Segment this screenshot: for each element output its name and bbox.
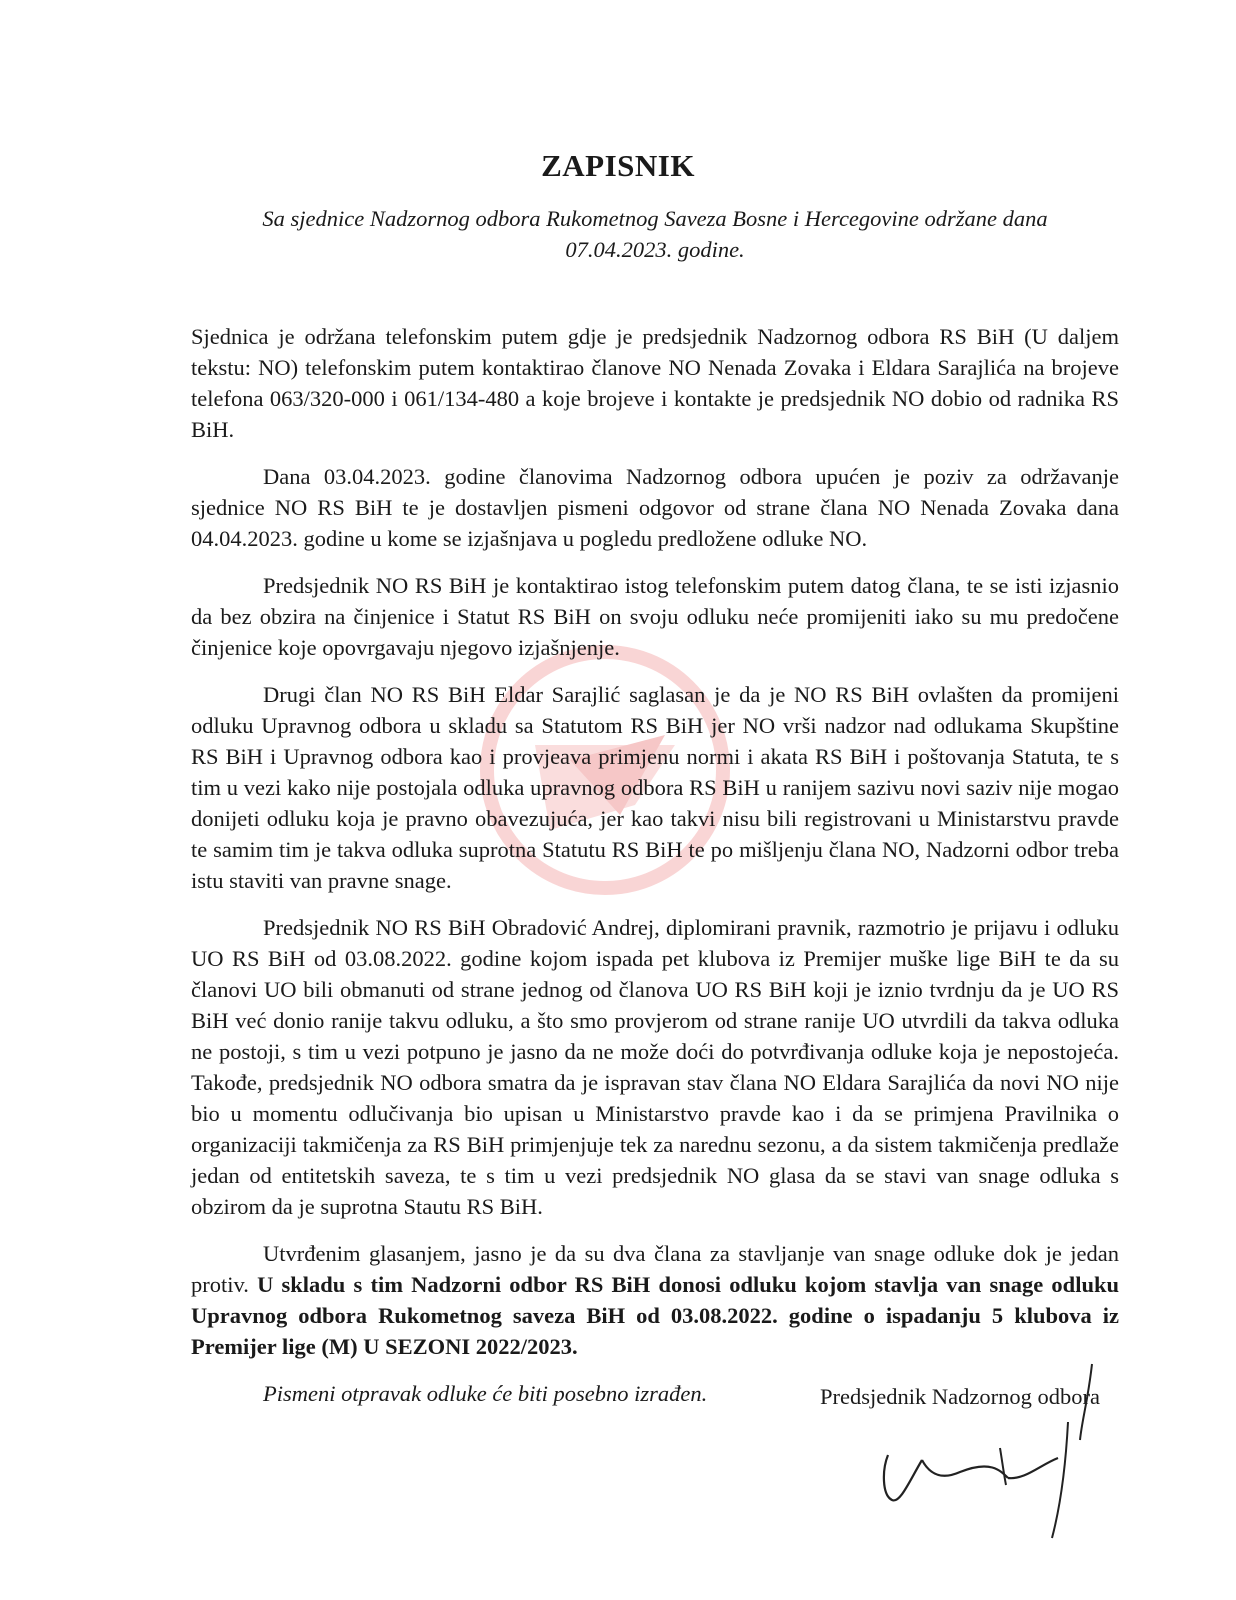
handwritten-signature <box>830 1360 1110 1560</box>
document-title: ZAPISNIK <box>541 148 695 183</box>
signature-role: Predsjednik Nadzornog odbora <box>820 1384 1100 1409</box>
paragraph-decision <box>191 1238 1119 1362</box>
decision-plain-text: Utvrđenim glasanjem, jasno je da su dva člana za stavljanje van snage odluke dok je jedan protiv. <box>191 1241 1119 1297</box>
paragraph-4: Drugi član NO RS BiH Eldar Sarajlić saglasan je da je NO RS BiH ovlašten da promijeni odluku Upravnog odbora u skladu sa Statutom RS BiH jer NO vrši nadzor nad odlukama Skupštine RS BiH i Upravnog odbora kao i provjeava primjenu normi i akata RS BiH i poštovanja Statuta, te s tim u vezi kako nije postojala odluka upravnog odbora RS BiH u ranijem sazivu novi saziv nije mogao donijeti odluku koja je pravno obavezujuća, jer kao takvi nisu bili registrovani u Ministarstvu pravde te samim tim je takva odluka suprotna Statutu RS BiH te po mišljenju člana NO, Nadzorni odbor treba istu staviti van pravne snage. <box>191 682 1119 893</box>
decision-bold-text: U skladu s tim Nadzorni odbor RS BiH donosi odluku kojom stavlja van snage odluku Upravnog odbora Rukometnog saveza BiH od 03.08.2022. godine o ispadanju 5 klubova iz Premijer lige (M) U SEZONI 2022/2023. <box>191 1272 1119 1359</box>
document-subtitle <box>200 203 1110 265</box>
closing-note: Pismeni otpravak odluke će biti posebno izrađen. <box>263 1381 708 1406</box>
document-body <box>191 321 1119 1425</box>
paragraph-3: Predsjednik NO RS BiH je kontaktirao istog telefonskim putem datog člana, te se isti izjasnio da bez obzira na činjenice i Statut RS BiH on svoju odluku neće promijeniti iako su mu predočene činjenice koje opovrgavaju njegovo izjašnjenje. <box>191 573 1119 660</box>
paragraph-5: Predsjednik NO RS BiH Obradović Andrej, diplomirani pravnik, razmotrio je prijavu i odluku UO RS BiH od 03.08.2022. godine kojom ispada pet klubova iz Premijer muške lige BiH te da su članovi UO bili obmanuti od strane jednog od članova UO RS BiH koji je iznio tvrdnju da je UO RS BiH već donio ranije takvu odluku, a što smo provjerom od strane ranije UO utvrdili da takva odluka ne postoji, s tim u vezi potpuno je jasno da ne može doći do potvrđivanja odluke koja je nepostojeća. Takođe, predsjednik NO odbora smatra da je ispravan stav člana NO Eldara Sarajlića da novi NO nije bio u momentu odlučivanja bio upisan u Ministarstvo pravde kao i da se primjena Pravilnika o organizaciji takmičenja za RS BiH primjenjuje tek za narednu sezonu, a da sistem takmičenja predlaže jedan od entitetskih saveza, te s tim u vezi predsjednik NO glasa da se stavi van snage odluka s obzirom da je suprotna Stautu RS BiH. <box>191 915 1119 1219</box>
subtitle-line-1: Sa sjednice Nadzornog odbora Rukometnog Saveza Bosne i Hercegovine održane dana <box>262 206 1048 231</box>
paragraph-2: Dana 03.04.2023. godine članovima Nadzornog odbora upućen je poziv za održavanje sjednice NO RS BiH te je dostavljen pismeni odgovor od strane člana NO Nenada Zovaka dana 04.04.2023. godine u kome se izjašnjava u pogledu predložene odluke NO. <box>191 464 1119 551</box>
paragraph-1: Sjednica je održana telefonskim putem gdje je predsjednik Nadzornog odbora RS BiH (U daljem tekstu: NO) telefonskim putem kontaktirao članove NO Nenada Zovaka i Eldara Sarajlića na brojeve telefona 063/320-000 i 061/134-480 a koje brojeve i kontakte je predsjednik NO dobio od radnika RS BiH. <box>191 324 1119 442</box>
subtitle-line-2: 07.04.2023. godine. <box>565 237 745 262</box>
